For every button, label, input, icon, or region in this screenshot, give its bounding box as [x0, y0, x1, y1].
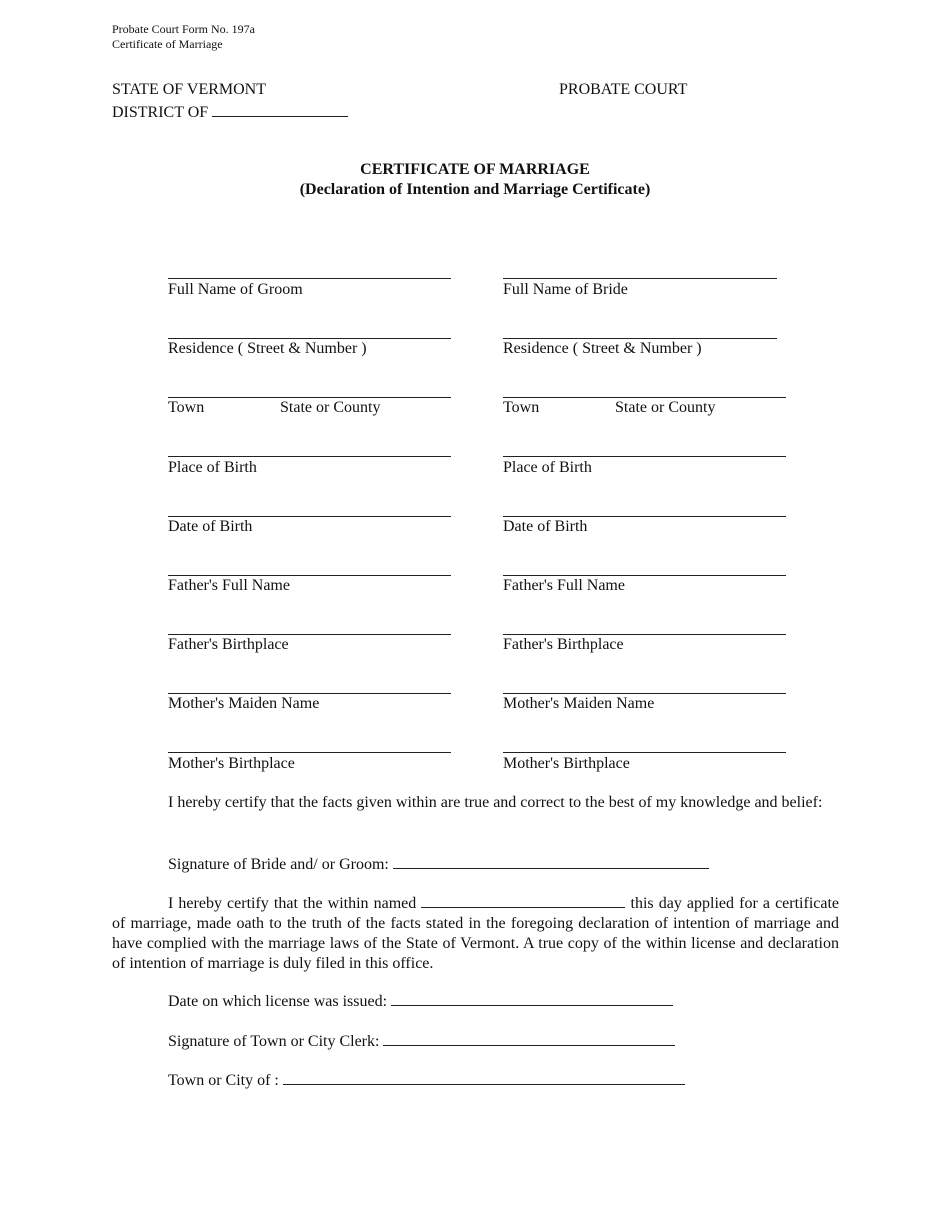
bride-state-label: State or County [615, 399, 716, 416]
state-label: STATE OF VERMONT [112, 81, 266, 98]
groom-state-label: State or County [280, 399, 381, 416]
form-name: Certificate of Marriage [112, 37, 223, 51]
groom-father-birthplace-label: Father's Birthplace [168, 636, 289, 653]
clerk-signature-label: Signature of Town or City Clerk: [168, 1033, 380, 1050]
bride-name-label: Full Name of Bride [503, 281, 628, 298]
bride-birthplace-line[interactable] [503, 456, 786, 457]
license-date-field[interactable] [391, 990, 673, 1006]
document-subtitle: (Declaration of Intention and Marriage Certificate) [299, 181, 651, 198]
groom-mother-birthplace-label: Mother's Birthplace [168, 755, 295, 772]
bride-father-birthplace-label: Father's Birthplace [503, 636, 624, 653]
bride-birthplace-label: Place of Birth [503, 459, 592, 476]
groom-mother-label: Mother's Maiden Name [168, 695, 320, 712]
court-label: PROBATE COURT [559, 81, 688, 98]
bride-mother-label: Mother's Maiden Name [503, 695, 655, 712]
bride-name-line[interactable] [503, 278, 777, 279]
signature-row [168, 853, 709, 875]
groom-residence-label: Residence ( Street & Number ) [168, 340, 367, 357]
town-city-row [168, 1069, 685, 1091]
town-city-label: Town or City of : [168, 1072, 279, 1089]
groom-birthplace-line[interactable] [168, 456, 451, 457]
groom-father-label: Father's Full Name [168, 577, 290, 594]
clerk-statement-start: I hereby certify that the within named [168, 895, 417, 912]
district-line [112, 101, 348, 123]
clerk-statement [112, 892, 839, 974]
district-field[interactable] [212, 101, 348, 117]
clerk-signature-row [168, 1030, 675, 1052]
form-number: Probate Court Form No. 197a [112, 22, 255, 36]
district-label: DISTRICT OF [112, 104, 209, 121]
clerk-statement-end: this day applied for a certificate of marriage, made oath to the truth of the facts stated in the foregoing declaration of intention of marriage and have complied with the marriage laws of the State of Vermont. A true copy of the within license and declaration of intention of marriage is duly filed in this office. [112, 895, 840, 972]
applicant-name-field[interactable] [421, 892, 625, 908]
document-title: CERTIFICATE OF MARRIAGE [360, 161, 590, 178]
groom-name-label: Full Name of Groom [168, 281, 303, 298]
groom-town-label: Town [168, 399, 205, 416]
signature-label: Signature of Bride and/ or Groom: [168, 856, 389, 873]
signature-field[interactable] [393, 853, 709, 869]
bride-father-label: Father's Full Name [503, 577, 625, 594]
license-date-label: Date on which license was issued: [168, 993, 388, 1010]
groom-dob-label: Date of Birth [168, 518, 253, 535]
license-date-row [168, 990, 673, 1012]
bride-residence-label: Residence ( Street & Number ) [503, 340, 702, 357]
town-city-field[interactable] [283, 1069, 685, 1085]
bride-town-label: Town [503, 399, 540, 416]
groom-mother-birthplace-line[interactable] [168, 752, 451, 753]
bride-mother-birthplace-line[interactable] [503, 752, 786, 753]
groom-birthplace-label: Place of Birth [168, 459, 257, 476]
clerk-signature-field[interactable] [383, 1030, 675, 1046]
groom-name-line[interactable] [168, 278, 451, 279]
certification-statement: I hereby certify that the facts given within are true and correct to the best of my knowledge and belief: [168, 794, 823, 811]
bride-dob-label: Date of Birth [503, 518, 588, 535]
bride-mother-birthplace-label: Mother's Birthplace [503, 755, 630, 772]
